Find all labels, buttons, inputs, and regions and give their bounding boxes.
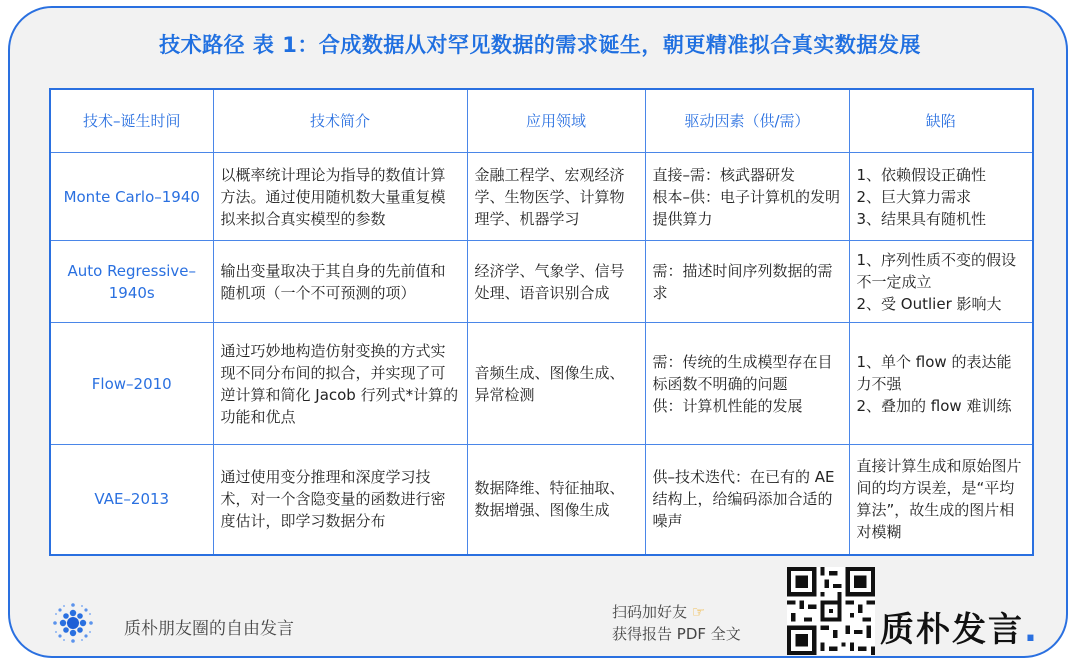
footer-tagline: 质朴朋友圈的自由发言 xyxy=(124,619,294,639)
defects-text: 1、单个 flow 的表达能力不强 2、叠加的 flow 难训练 xyxy=(856,352,1012,415)
header-cell: 技术–诞生时间 xyxy=(50,89,213,153)
driving-factors xyxy=(645,241,849,323)
technique-intro: 通过使用变分推理和深度学习技术，对一个含隐变量的函数进行密度估计，即学习数据分布 xyxy=(213,445,467,555)
header-cell: 驱动因素（供/需） xyxy=(645,89,849,153)
pointing-hand-icon: ☞ xyxy=(691,603,706,621)
header-cell: 缺陷 xyxy=(849,89,1033,153)
defects-text: 1、依赖假设正确性 2、巨大算力需求 3、结果具有随机性 xyxy=(856,165,987,228)
technique-intro: 以概率统计理论为指导的数值计算方法。通过使用随机数大量重复模拟来拟合真实模型的参数 xyxy=(213,153,467,241)
defects xyxy=(849,153,1033,241)
application-fields: 金融工程学、宏观经济学、生物医学、计算物理学、机器学习 xyxy=(467,153,645,241)
application-fields: 数据降维、特征抽取、数据增强、图像生成 xyxy=(467,445,645,555)
header-cell: 技术简介 xyxy=(213,89,467,153)
defects-text: 1、序列性质不变的假设不一定成立 2、受 Outlier 影响大 xyxy=(856,250,1017,313)
technique-name: Flow–2010 xyxy=(50,323,213,445)
brand-dot: . xyxy=(1024,610,1039,650)
driving-factors xyxy=(645,323,849,445)
table-row xyxy=(50,323,1033,445)
brand-name: 质朴发言 xyxy=(880,610,1024,650)
application-fields: 经济学、气象学、信号处理、语音识别合成 xyxy=(467,241,645,323)
data-table xyxy=(49,88,1034,556)
dots-logo-icon xyxy=(50,600,96,646)
table-row xyxy=(50,445,1033,555)
technique-intro: 输出变量取决于其自身的先前值和随机项（一个不可预测的项） xyxy=(213,241,467,323)
table-row xyxy=(50,241,1033,323)
driving-factors-text: 直接–需：核武器研发 根本–供：电子计算机的发明提供算力 xyxy=(652,165,841,228)
table-header-row xyxy=(50,89,1033,153)
brand-logo xyxy=(880,602,1039,651)
driving-factors-text: 需：传统的生成模型存在目标函数不明确的问题 供：计算机性能的发展 xyxy=(652,352,833,415)
technique-name: Auto Regressive–1940s xyxy=(50,241,213,323)
driving-factors-text: 需：描述时间序列数据的需求 xyxy=(652,261,833,302)
scan-instructions xyxy=(612,601,741,645)
technique-name: VAE–2013 xyxy=(50,445,213,555)
qr-code-icon[interactable] xyxy=(787,567,875,655)
defects xyxy=(849,445,1033,555)
technique-name: Monte Carlo–1940 xyxy=(50,153,213,241)
defects xyxy=(849,323,1033,445)
technique-intro: 通过巧妙地构造仿射变换的方式实现不同分布间的拟合，并实现了可逆计算和简化 Jacob 行列式*计算的功能和优点 xyxy=(213,323,467,445)
defects xyxy=(849,241,1033,323)
defects-text: 直接计算生成和原始图片间的均方误差，是“平均算法”，故生成的图片相对模糊 xyxy=(856,457,1022,542)
driving-factors xyxy=(645,445,849,555)
scan-line-1: 扫码加好友 xyxy=(612,603,688,621)
header-cell: 应用领域 xyxy=(467,89,645,153)
application-fields: 音频生成、图像生成、异常检测 xyxy=(467,323,645,445)
driving-factors xyxy=(645,153,849,241)
driving-factors-text: 供–技术迭代：在已有的 AE 结构上，给编码添加合适的噪声 xyxy=(652,468,835,531)
page-title: 技术路径 表 1：合成数据从对罕见数据的需求诞生，朝更精准拟合真实数据发展 xyxy=(159,33,921,57)
table-row xyxy=(50,153,1033,241)
scan-line-2: 获得报告 PDF 全文 xyxy=(612,625,741,643)
